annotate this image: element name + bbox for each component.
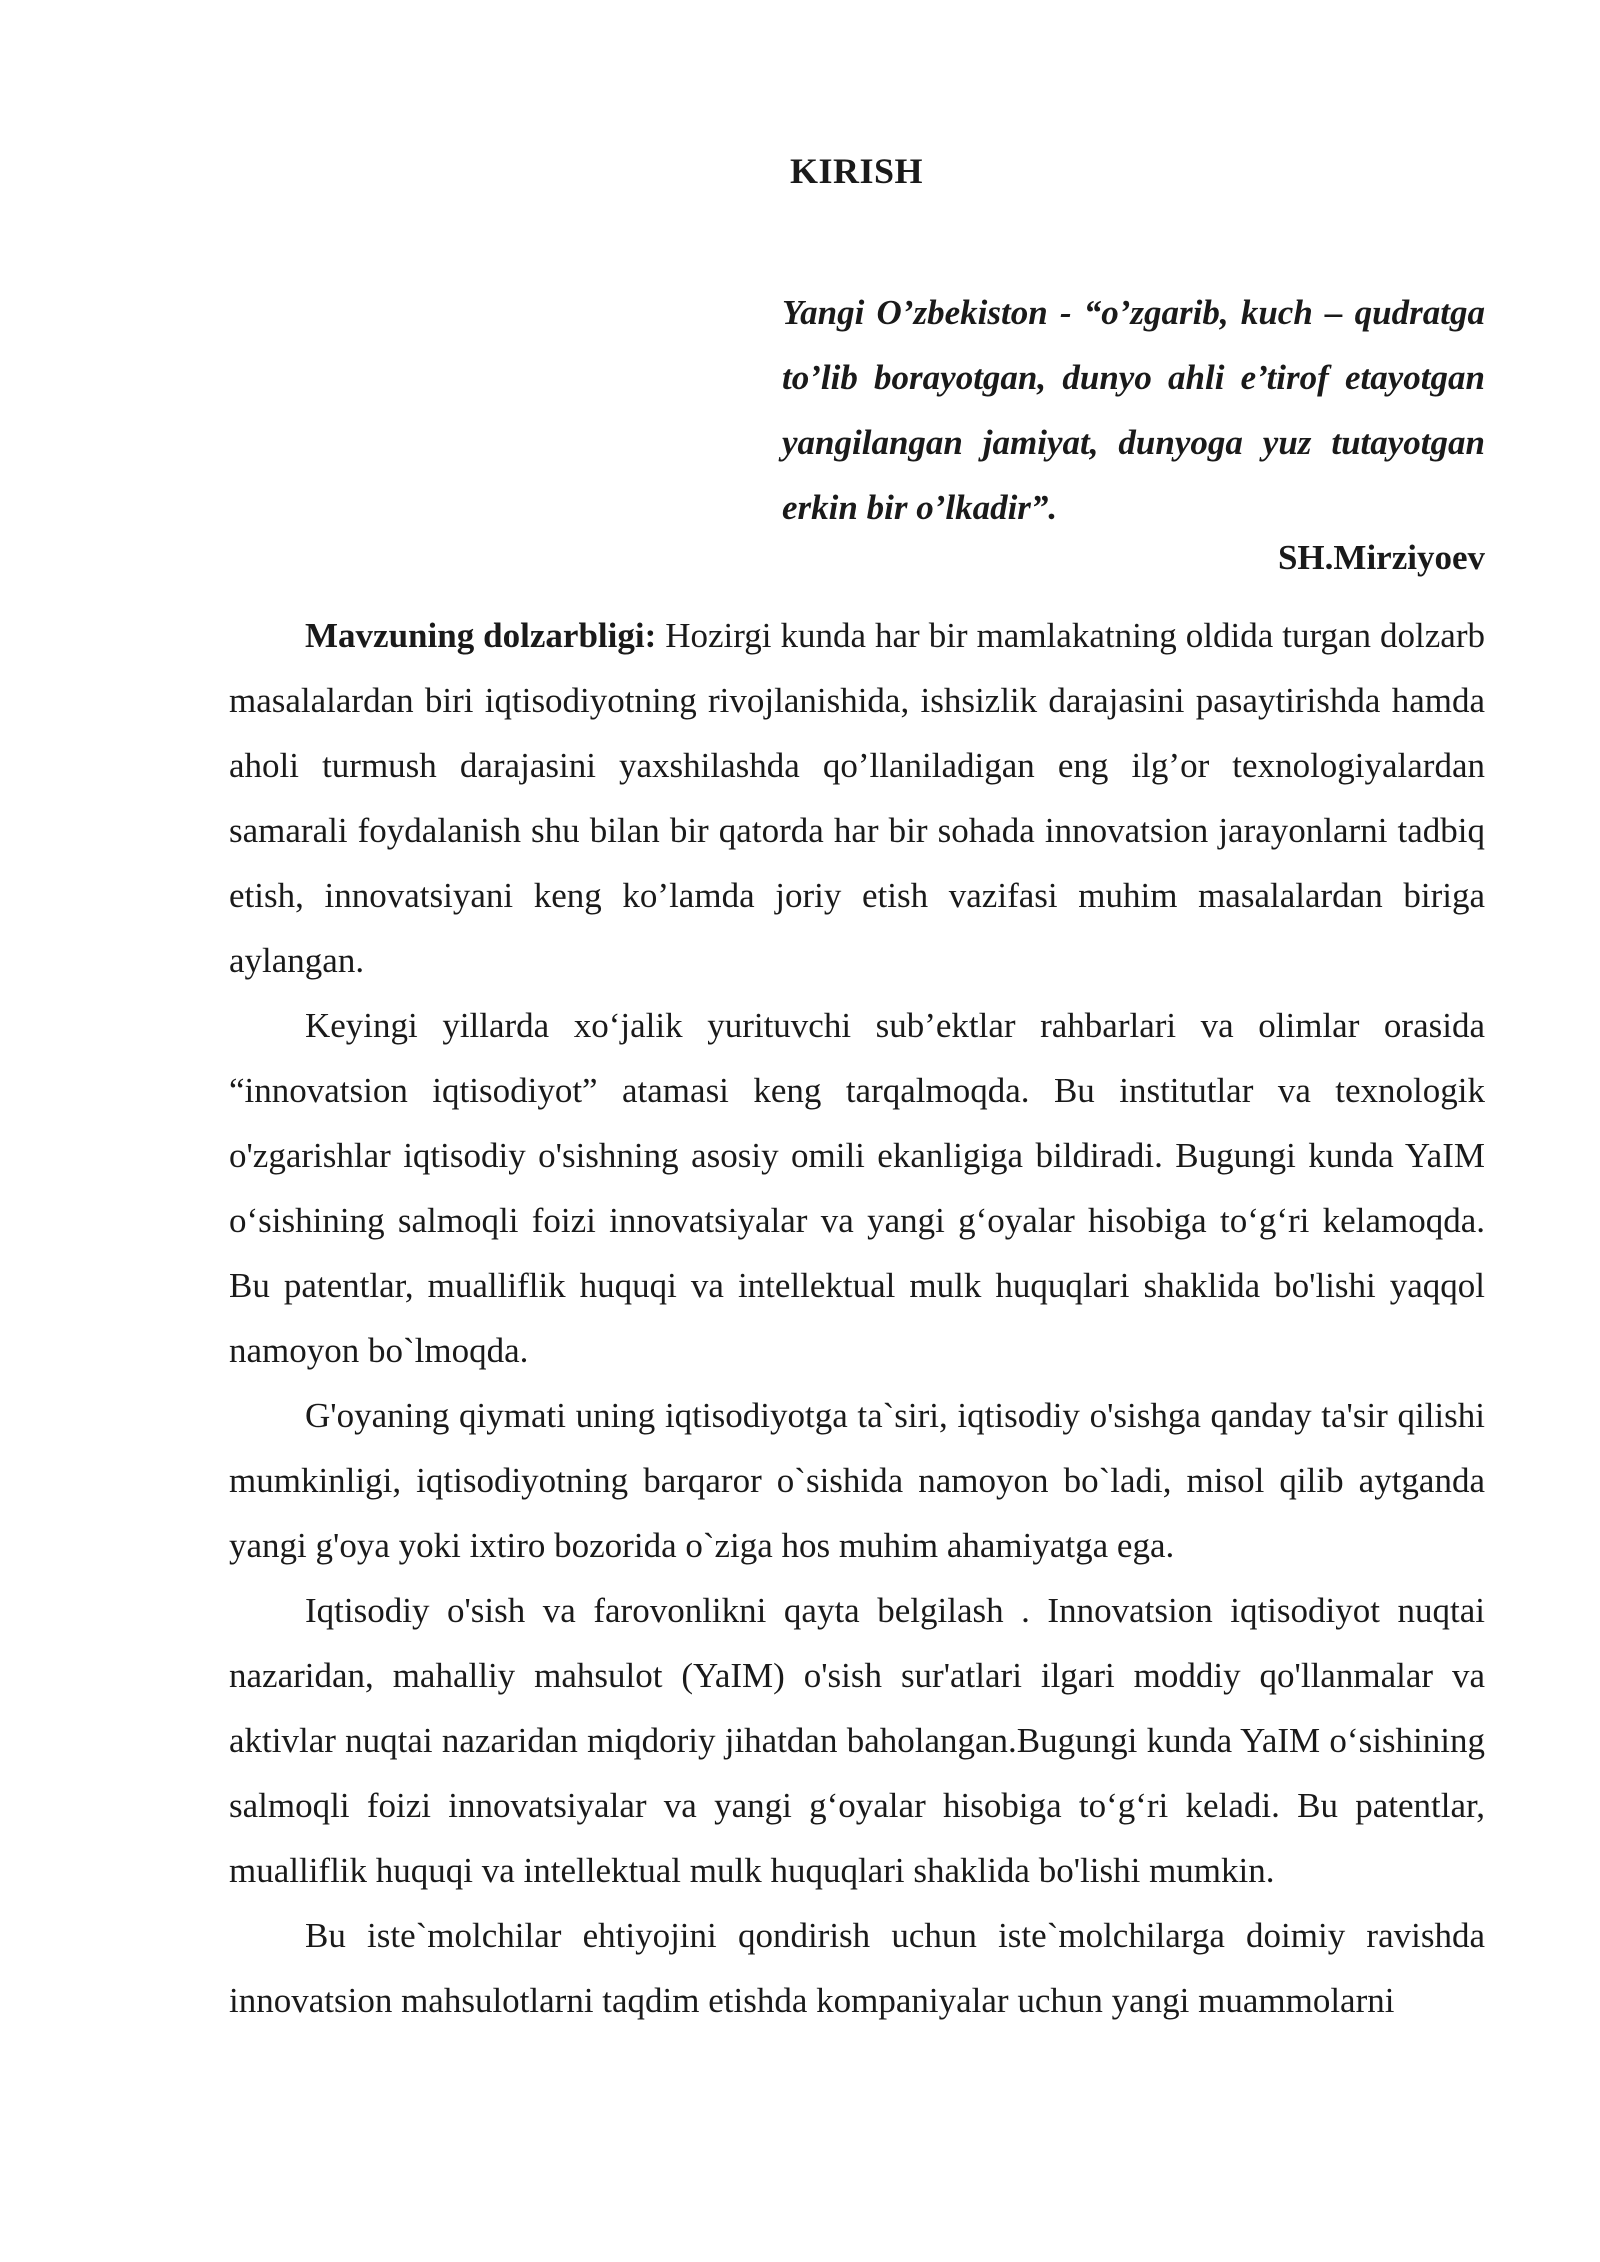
paragraph-lead: Mavzuning dolzarbligi:: [305, 616, 657, 655]
page-title: KIRISH: [790, 151, 924, 191]
epigraph-author: SH.Mirziyoev: [1277, 538, 1485, 577]
paragraph: Iqtisodiy o'sish va farovonlikni qayta belgilash . Innovatsion iqtisodiyot nuqtai nazaridan, mahalliy mahsulot (YaIM) o'sish sur'atlari ilgari moddiy qo'llanmalar va aktivlar nuqtai nazaridan miqdoriy jihatdan baholangan.Bugungi kunda YaIM o‘sishining salmoqli foizi innovatsiyalar va yangi g‘oyalar hisobiga to‘g‘ri keladi. Bu patentlar, mualliflik huquqi va intellektual mulk huquqlari shaklida bo'lishi mumkin.: [229, 1591, 1485, 1890]
paragraph: Keyingi yillarda xo‘jalik yurituvchi sub’ektlar rahbarlari va olimlar orasida “innovatsion iqtisodiyot” atamasi keng tarqalmoqda. Bu institutlar va texnologik o'zgarishlar iqtisodiy o'sishning asosiy omili ekanligiga bildiradi. Bugungi kunda YaIM o‘sishining salmoqli foizi innovatsiyalar va yangi g‘oyalar hisobiga to‘g‘ri kelamoqda. Bu patentlar, mualliflik huquqi va intellektual mulk huquqlari shaklida bo'lishi yaqqol namoyon bo`lmoqda.: [229, 1006, 1485, 1370]
epigraph-quote: Yangi O’zbekiston - “o’zgarib, kuch – qudratga to’lib borayotgan, dunyo ahli e’tirof etayotgan yangilangan jamiyat, dunyoga yuz tutayotgan erkin bir o’lkadir”.: [782, 293, 1485, 527]
paragraph-relevance: [229, 603, 1485, 993]
paragraph: G'oyaning qiymati uning iqtisodiyotga ta`siri, iqtisodiy o'sishga qanday ta'sir qilishi mumkinligi, iqtisodiyotning barqaror o`sishida namoyon bo`ladi, misol qilib aytganda yangi g'oya yoki ixtiro bozorida o`ziga hos muhim ahamiyatga ega.: [229, 1396, 1485, 1565]
paragraph: Bu iste`molchilar ehtiyojini qondirish uchun iste`molchilarga doimiy ravishda innovatsion mahsulotlarni taqdim etishda kompaniyalar uchun yangi muammolarni: [229, 1916, 1485, 2020]
body-text: [229, 603, 1485, 2033]
paragraph-text: Hozirgi kunda har bir mamlakatning oldida turgan dolzarb masalalardan biri iqtisodiyotning rivojlanishida, ishsizlik darajasini pasaytirishda hamda aholi turmush darajasini yaxshilashda qo’llaniladigan eng ilg’or texnologiyalardan samarali foydalanish shu bilan bir qatorda har bir sohada innovatsion jarayonlarni tadbiq etish, innovatsiyani keng ko’lamda joriy etish vazifasi muhim masalalardan biriga aylangan.: [229, 616, 1485, 980]
